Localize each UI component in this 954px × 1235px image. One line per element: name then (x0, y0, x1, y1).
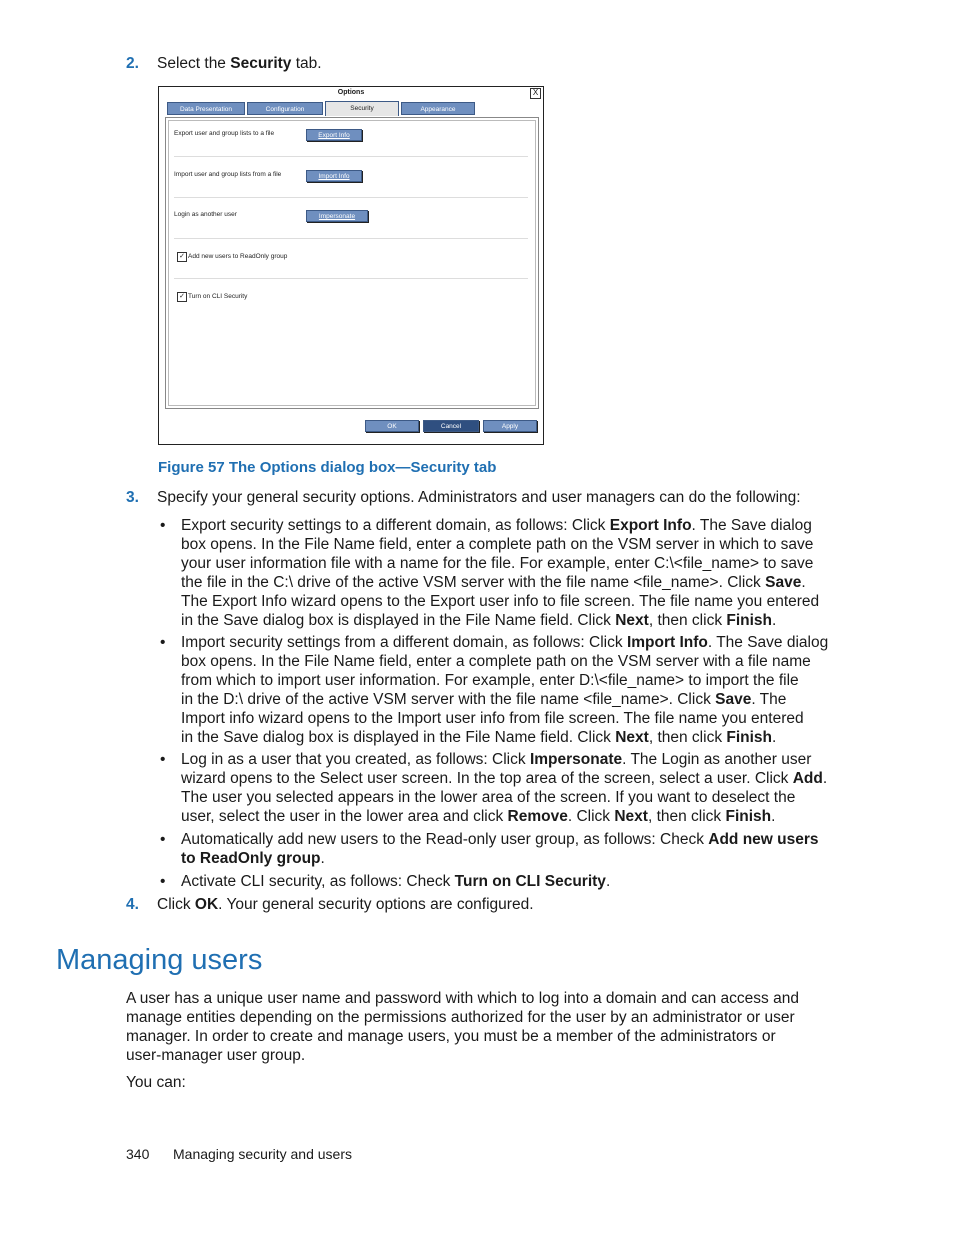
cli-security-checkbox[interactable]: ✓ (177, 292, 187, 302)
add-readonly-label: Add new users to ReadOnly group (188, 253, 288, 260)
bullet-icon: • (160, 831, 166, 848)
step-3 (126, 488, 139, 507)
ok-button[interactable]: OK (365, 420, 419, 432)
bullet-impersonate: Log in as a user that you created, as follows: Click Impersonate. The Login as another user wizard opens to the Select user screen. In the top area of the screen, select a user. Click Add. The user you selected appears in the lower area of the screen. If you want to deselect the user, select the user in the lower area and click Remove. Click Next, then click Finish. (181, 751, 828, 825)
text-bold: Security (230, 55, 292, 72)
tab-configuration[interactable]: Configuration (247, 102, 323, 115)
tab-data-presentation[interactable]: Data Presentation (167, 102, 245, 115)
step-2 (126, 54, 139, 73)
divider (174, 238, 528, 239)
export-info-button[interactable]: Export Info (306, 129, 362, 141)
step-4-text: Click OK. Your general security options are configured. (157, 896, 534, 913)
panel-frame (168, 120, 536, 406)
impersonate-button[interactable]: Impersonate (306, 210, 368, 222)
step-number: 3. (126, 489, 139, 506)
step-2-text (157, 54, 322, 73)
divider (174, 156, 528, 157)
options-dialog-screenshot (158, 86, 544, 445)
bullet-icon: • (160, 634, 166, 651)
you-can: You can: (126, 1074, 186, 1091)
cancel-button[interactable]: Cancel (423, 420, 479, 432)
bullet-icon: • (160, 517, 166, 534)
import-label: Import user and group lists from a file (174, 171, 282, 178)
bullet-icon: • (160, 873, 166, 890)
login-label: Login as another user (174, 211, 237, 218)
step-number: 2. (126, 55, 139, 72)
apply-button[interactable]: Apply (483, 420, 537, 432)
import-info-button[interactable]: Import Info (306, 170, 362, 182)
step-4 (126, 895, 139, 914)
step-number: 4. (126, 896, 139, 913)
add-readonly-checkbox[interactable]: ✓ (177, 252, 187, 262)
text: Select the (157, 55, 231, 72)
divider (174, 197, 528, 198)
text: tab. (291, 55, 322, 72)
export-label: Export user and group lists to a file (174, 130, 275, 137)
divider (174, 278, 528, 279)
bullet-add-readonly: Automatically add new users to the Read-only user group, as follows: Check Add new users to ReadOnly group. (181, 831, 819, 867)
footer-title: Managing security and users (173, 1146, 352, 1162)
security-panel (165, 117, 539, 409)
dialog-title: Options (159, 87, 543, 99)
tab-security[interactable]: Security (325, 101, 399, 116)
intro-paragraph: A user has a unique user name and password with which to log into a domain and can access and manage entities depending on the permissions authorized for the user by an administrator or user manager. In order to create and manage users, you must be a member of the administrators or user-manager user group. (126, 990, 799, 1064)
close-icon[interactable]: X (530, 88, 541, 99)
bullet-cli-security: Activate CLI security, as follows: Check Turn on CLI Security. (181, 873, 611, 890)
step-3-text: Specify your general security options. Administrators and user managers can do the following: (157, 489, 801, 506)
cli-security-label: Turn on CLI Security (188, 293, 248, 300)
figure-caption: Figure 57 The Options dialog box—Security tab (158, 459, 497, 476)
bullet-icon: • (160, 751, 166, 768)
tab-appearance[interactable]: Appearance (401, 102, 475, 115)
section-heading: Managing users (56, 944, 263, 976)
page-number: 340 (126, 1146, 150, 1162)
bullet-import: Import security settings from a different domain, as follows: Click Import Info. The Save dialog box opens. In the File Name field, enter a complete path on the VSM server with a file name from which to import user information. For example, enter D:\<file_name> to import the file in the D:\ drive of the active VSM server with the file name <file_name>. Click Save. The Import info wizard opens to the Import user info from file screen. The file name you entered in the Save dialog box is displayed in the File Name field. Click Next, then click Finish. (181, 634, 829, 746)
bullet-export: Export security settings to a different domain, as follows: Click Export Info. The Save dialog box opens. In the File Name field, enter a complete path on the VSM server in which to save your user information file with a name for the file. For example, enter C:\<file_name> to save the file in the C:\ drive of the active VSM server with the file name <file_name>. Click Save. The Export Info wizard opens to the Export user info to file screen. The file name you entered in the Save dialog box is displayed in the File Name field. Click Next, then click Finish. (181, 517, 820, 629)
